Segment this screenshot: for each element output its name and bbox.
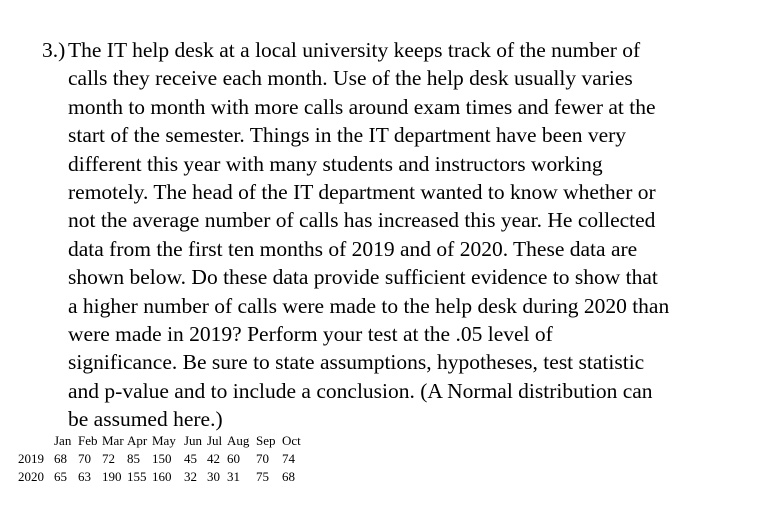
value-cell: 72 (102, 451, 115, 466)
value-cell: 31 (227, 469, 240, 484)
month-header: Feb (78, 433, 98, 448)
value-cell: 75 (256, 469, 269, 484)
value-cell: 74 (282, 451, 295, 466)
value-cell: 68 (282, 469, 295, 484)
value-cell: 68 (54, 451, 67, 466)
month-header: Jan (54, 433, 72, 448)
month-header: Aug (227, 433, 250, 448)
problem-line: different this year with many students and instructors working (68, 151, 603, 176)
value-cell: 30 (207, 469, 220, 484)
problem-line: and p-value and to include a conclusion. (A Normal distribution can (68, 378, 653, 403)
month-header: Jun (184, 433, 203, 448)
problem-line: month to month with more calls around exam times and fewer at the (68, 94, 656, 119)
value-cell: 65 (54, 469, 67, 484)
month-header: Oct (282, 433, 301, 448)
problem-line: shown below. Do these data provide sufficient evidence to show that (68, 265, 658, 290)
month-header: May (152, 433, 176, 448)
value-cell: 190 (102, 469, 122, 484)
table-row (18, 450, 308, 468)
problem-line: were made in 2019? Perform your test at the .05 level of (68, 322, 553, 347)
year-cell: 2019 (18, 451, 44, 466)
year-cell: 2020 (18, 469, 44, 484)
problem-line: The IT help desk at a local university keeps track of the number of (68, 38, 641, 62)
value-cell: 155 (127, 469, 147, 484)
value-cell: 160 (152, 469, 172, 484)
value-cell: 63 (78, 469, 91, 484)
month-header: Mar (102, 433, 124, 448)
problem-line: be assumed here.) (68, 407, 223, 432)
value-cell: 42 (207, 451, 220, 466)
problem-line: not the average number of calls has increased this year. He collected (68, 208, 656, 233)
problem-line: remotely. The head of the IT department wanted to know whether or (68, 180, 656, 205)
value-cell: 45 (184, 451, 197, 466)
value-cell: 60 (227, 451, 240, 466)
month-header: Apr (127, 433, 148, 448)
problem-statement (42, 36, 758, 434)
problem-line: calls they receive each month. Use of the help desk usually varies (68, 66, 633, 91)
corner-cell (18, 432, 54, 450)
table-row (18, 468, 308, 486)
calls-data-table (18, 432, 308, 486)
problem-line: a higher number of calls were made to the help desk during 2020 than (68, 293, 670, 318)
problem-line: start of the semester. Things in the IT department have been very (68, 123, 627, 148)
month-header-row (18, 432, 308, 450)
problem-text (68, 36, 758, 434)
value-cell: 70 (78, 451, 91, 466)
month-header: Jul (207, 433, 223, 448)
problem-number: 3.) (42, 38, 66, 62)
value-cell: 32 (184, 469, 197, 484)
value-cell: 150 (152, 451, 172, 466)
problem-line: significance. Be sure to state assumptions, hypotheses, test statistic (68, 350, 645, 375)
value-cell: 85 (127, 451, 140, 466)
value-cell: 70 (256, 451, 269, 466)
month-header: Sep (256, 433, 276, 448)
problem-line: data from the first ten months of 2019 and of 2020. These data are (68, 236, 638, 261)
